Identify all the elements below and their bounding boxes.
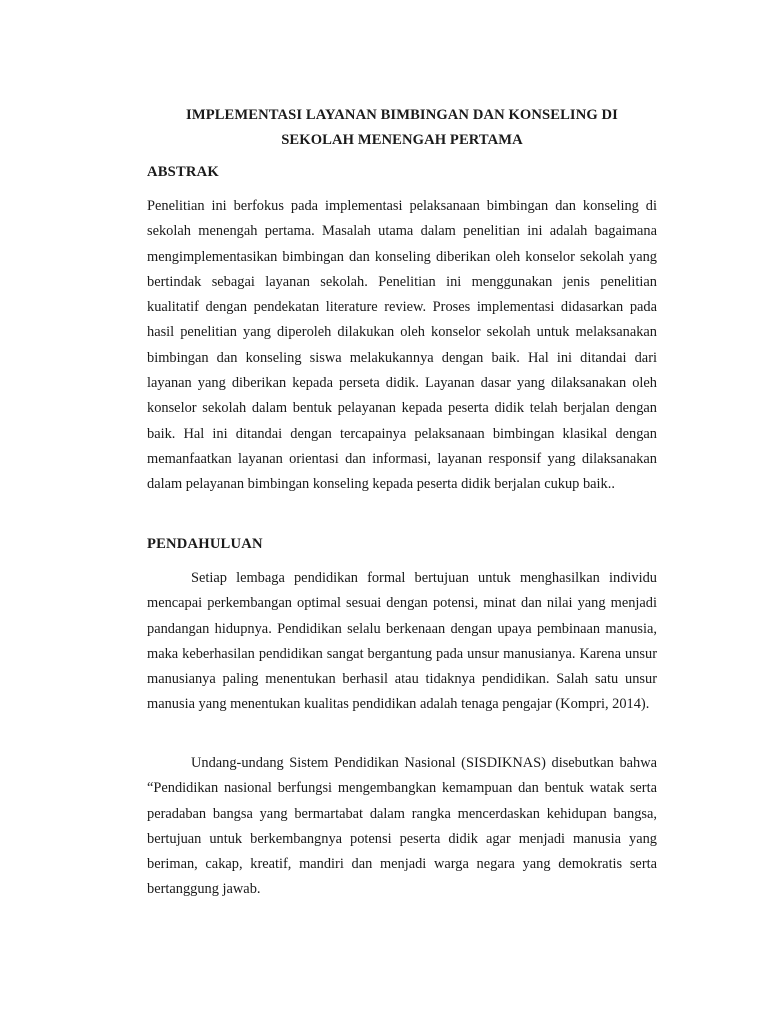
introduction-paragraph-1: Setiap lembaga pendidikan formal bertujuan untuk menghasilkan individu mencapai perkembangan optimal sesuai dengan potensi, minat dan nilai yang menjadi pandangan hidupnya. Pendidikan selalu berkenaan dengan upaya pembinaan manusia, maka keberhasilan pendidikan sangat bergantung pada unsur manusianya. Karena unsur manusianya paling menentukan berhasil atau tidaknya pendidikan. Salah satu unsur manusia yang menentukan kualitas pendidikan adalah tenaga pengajar (Kompri, 2014).	[147, 570, 657, 713]
introduction-heading: PENDAHULUAN	[147, 536, 263, 552]
document-title	[147, 103, 657, 153]
title-line-2: SEKOLAH MENENGAH PERTAMA	[281, 132, 523, 148]
abstract-heading: ABSTRAK	[147, 164, 219, 180]
abstract-paragraph: Penelitian ini berfokus pada implementasi pelaksanaan bimbingan dan konseling di sekolah menengah pertama. Masalah utama dalam penelitian ini adalah bagaimana mengimplementasikan bimbingan dan konseling diberikan oleh konselor sekolah yang bertindak sebagai layanan sekolah. Penelitian ini menggunakan jenis penelitian kualitatif dengan pendekatan literature review. Proses implementasi didasarkan pada hasil penelitian yang diperoleh dilakukan oleh konselor sekolah untuk melaksanakan bimbingan dan konseling siswa melakukannya dengan baik. Hal ini ditandai dari layanan yang diberikan kepada perseta didik. Layanan dasar yang dilaksanakan oleh konselor sekolah dalam bentuk pelayanan kepada peserta didik telah berjalan dengan baik. Hal ini ditandai dengan tercapainya pelaksanaan bimbingan klasikal dengan memanfaatkan layanan orientasi dan informasi, layanan responsif yang dilaksanakan dalam pelayanan bimbingan konseling kepada peserta didik berjalan cukup baik..	[147, 198, 657, 493]
title-line-1: IMPLEMENTASI LAYANAN BIMBINGAN DAN KONSELING DI	[186, 107, 618, 123]
introduction-paragraph-2: Undang-undang Sistem Pendidikan Nasional (SISDIKNAS) disebutkan bahwa “Pendidikan nasional berfungsi mengembangkan kemampuan dan bentuk watak serta peradaban bangsa yang bermartabat dalam rangka mencerdaskan kehidupan bangsa, bertujuan untuk berkembangnya potensi peserta didik agar menjadi manusia yang beriman, cakap, kreatif, mandiri dan menjadi warga negara yang demokratis serta bertanggung jawab.	[147, 755, 657, 898]
